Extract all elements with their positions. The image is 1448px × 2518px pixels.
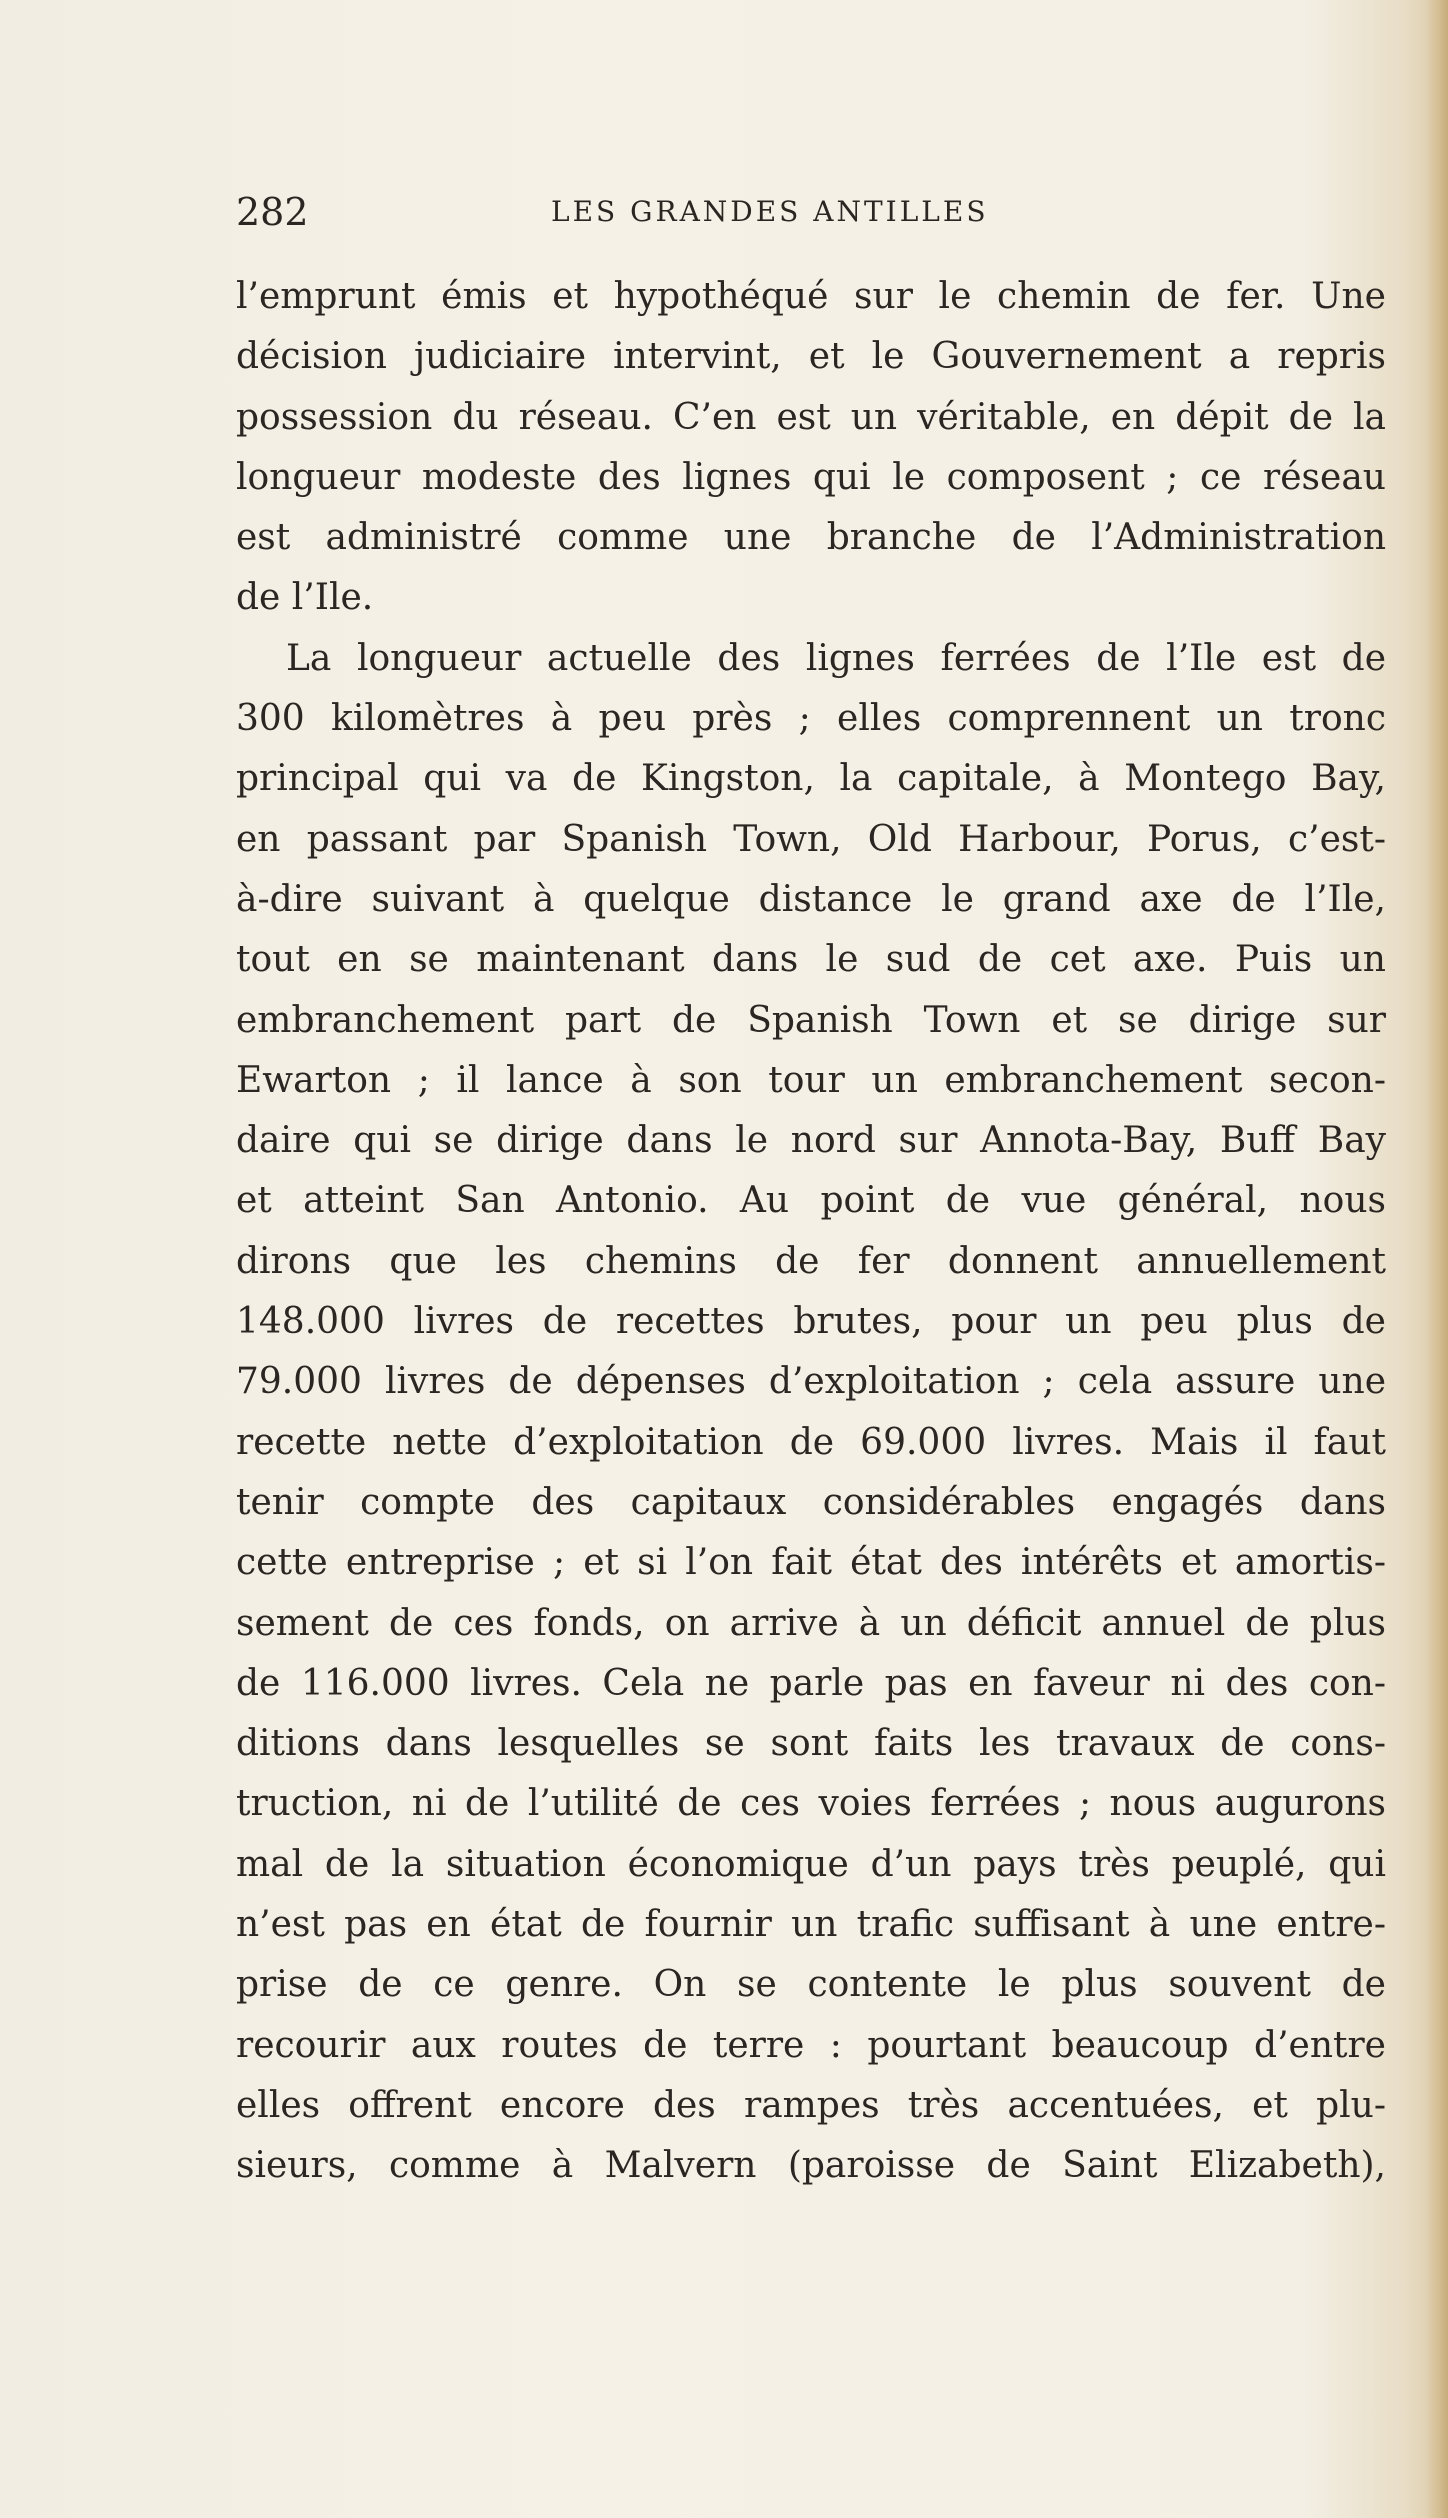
page-edge-shadow (1426, 0, 1448, 2518)
running-title: LES GRANDES ANTILLES (551, 195, 989, 228)
running-head (236, 186, 1386, 238)
text-line: 79.000 livres de dépenses d’exploitation ; cela assure une (236, 1361, 1386, 1403)
text-line: 148.000 livres de recettes brutes, pour un peu plus de (236, 1301, 1386, 1343)
text-line: La longueur actuelle des lignes ferrées de l’Ile est de (286, 637, 1386, 679)
text-line: de l’Ile. (236, 577, 374, 619)
text-line: embranchement part de Spanish Town et se dirige sur (236, 999, 1386, 1041)
text-line: cette entreprise ; et si l’on fait état des intérêts et amortis- (236, 1542, 1386, 1584)
text-line: de 116.000 livres. Cela ne parle pas en faveur ni des con- (236, 1662, 1386, 1704)
text-line: dirons que les chemins de fer donnent annuellement (236, 1240, 1386, 1282)
text-line: n’est pas en état de fournir un trafic suffisant à une entre- (236, 1904, 1386, 1946)
text-line: possession du réseau. C’en est un véritable, en dépit de la (236, 396, 1386, 438)
text-line: tenir compte des capitaux considérables engagés dans (236, 1481, 1386, 1523)
text-line: truction, ni de l’utilité de ces voies ferrées ; nous augurons (236, 1783, 1386, 1825)
text-line: elles offrent encore des rampes très accentuées, et plu- (236, 2084, 1386, 2126)
text-line: ditions dans lesquelles se sont faits les travaux de cons- (236, 1723, 1386, 1765)
text-line: l’emprunt émis et hypothéqué sur le chemin de fer. Une (236, 276, 1386, 317)
text-line: en passant par Spanish Town, Old Harbour, Porus, c’est- (236, 818, 1386, 860)
text-line: à-dire suivant à quelque distance le grand axe de l’Ile, (236, 878, 1386, 920)
text-line: mal de la situation économique d’un pays très peuplé, qui (236, 1843, 1386, 1885)
text-line: sement de ces fonds, on arrive à un déficit annuel de plus (236, 1602, 1386, 1644)
text-line: prise de ce genre. On se contente le plus souvent de (236, 1964, 1386, 2006)
text-line: principal qui va de Kingston, la capitale, à Montego Bay, (236, 758, 1386, 800)
text-line: daire qui se dirige dans le nord sur Annota-Bay, Buff Bay (236, 1120, 1386, 1162)
text-line: 300 kilomètres à peu près ; elles comprennent un tronc (236, 698, 1386, 740)
page-number: 282 (236, 190, 309, 234)
text-line: Ewarton ; il lance à son tour un embranchement secon- (236, 1059, 1386, 1101)
text-line: tout en se maintenant dans le sud de cet axe. Puis un (236, 939, 1386, 981)
text-line: longueur modeste des lignes qui le composent ; ce réseau (236, 456, 1386, 498)
text-line: et atteint San Antonio. Au point de vue général, nous (236, 1180, 1386, 1222)
text-line: recourir aux routes de terre : pourtant beaucoup d’entre (236, 2024, 1386, 2066)
body-text (236, 267, 1386, 2197)
text-line: est administré comme une branche de l’Administration (236, 517, 1386, 559)
text-line: recette nette d’exploitation de 69.000 livres. Mais il faut (236, 1421, 1386, 1463)
text-line: décision judiciaire intervint, et le Gouvernement a repris (236, 336, 1386, 378)
text-line: sieurs, comme à Malvern (paroisse de Saint Elizabeth), (236, 2145, 1386, 2187)
